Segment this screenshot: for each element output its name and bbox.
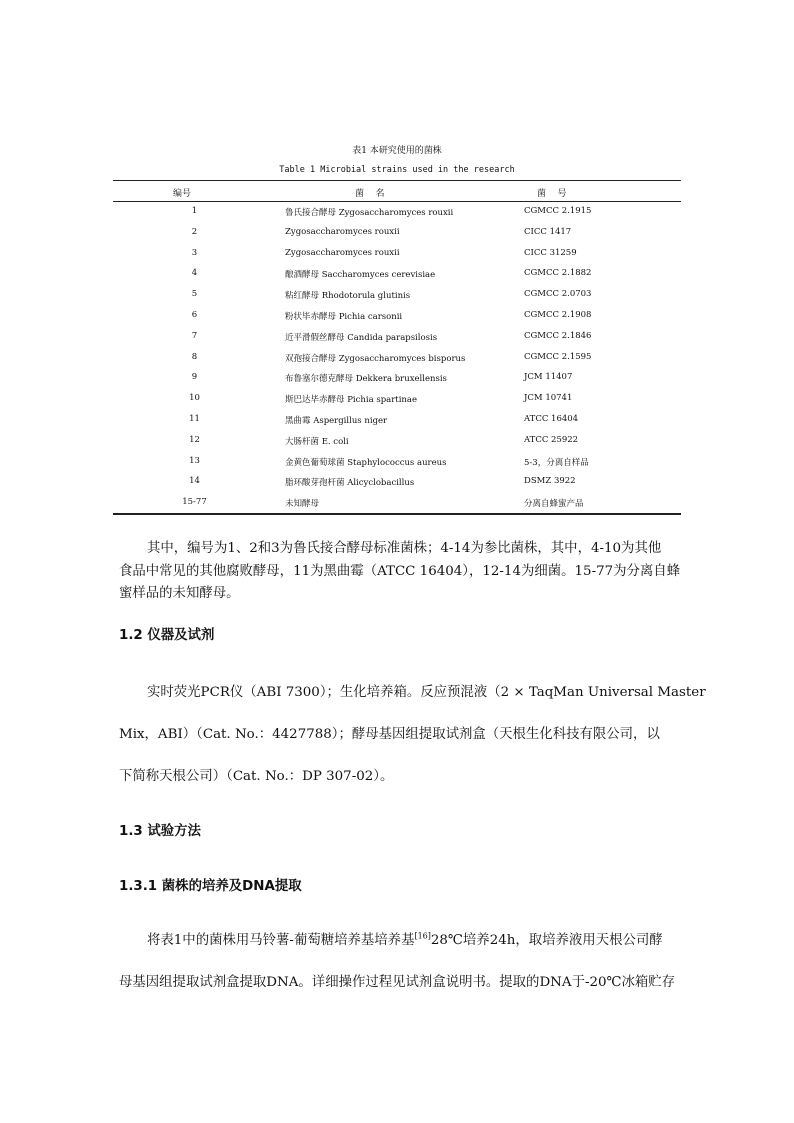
table-row — [113, 435, 681, 455]
table-row — [113, 206, 681, 226]
table-row — [113, 476, 681, 496]
row-number: 4 — [191, 268, 198, 279]
row-number: 1 — [191, 206, 198, 216]
strain-name: 鲁氏接合酵母 Zygosaccharomyces rouxii — [285, 208, 454, 218]
row-number: 2 — [191, 226, 198, 237]
header-strain-name: 菌 名 — [355, 189, 385, 199]
strain-code: CGMCC 2.0703 — [524, 289, 592, 300]
strain-name: 粉状毕赤酵母 Pichia carsonii — [285, 312, 403, 322]
row-number: 6 — [191, 310, 198, 320]
table-row — [113, 289, 681, 309]
header-number: 编号 — [173, 189, 192, 199]
strain-name: 粘红酵母 Rhodotorula glutinis — [285, 291, 411, 302]
paragraph-line: 食品中常见的其他腐败酵母，11为黑曲霉（ATCC 16404），12-14为细菌。15-77为分离自蜂 — [119, 564, 681, 579]
paragraph-line: 下简称天根公司）（Cat. No.：DP 307-02）。 — [119, 769, 394, 784]
table-row — [113, 310, 681, 330]
paragraph-line: 蜜样品的未知酵母。 — [119, 586, 240, 601]
table-row — [113, 331, 681, 351]
row-number: 14 — [189, 476, 200, 487]
strain-name: Zygosaccharomyces rouxii — [285, 247, 400, 258]
strain-code: DSMZ 3922 — [524, 476, 576, 487]
row-number: 9 — [191, 372, 198, 383]
strain-code: CGMCC 2.1846 — [524, 330, 592, 341]
row-number: 11 — [189, 414, 200, 424]
strain-code: CGMCC 2.1595 — [524, 351, 592, 362]
table-top-rule — [113, 180, 681, 181]
row-number: 7 — [191, 330, 198, 341]
strain-name: 未知酵母 — [285, 499, 320, 510]
table-header-rule — [113, 201, 681, 202]
table-row — [113, 227, 681, 247]
strain-name: 金黄色葡萄球菌 Staphylococcus aureus — [285, 457, 447, 468]
strain-code: CGMCC 2.1915 — [524, 206, 592, 216]
row-number: 12 — [189, 434, 200, 445]
paragraph-line: 其中，编号为1、2和3为鲁氏接合酵母标准菌株；4-14为参比菌株，其中，4-10为其他 — [147, 541, 662, 556]
strain-code: ATCC 25922 — [524, 434, 579, 445]
table-row — [113, 372, 681, 392]
strain-name: Zygosaccharomyces rouxii — [285, 226, 400, 237]
paragraph-text: 将表1中的菌株用马铃薯-葡萄糖培养基培养基 — [147, 933, 415, 948]
table-row — [113, 414, 681, 434]
section-heading: 1.2 仪器及试剂 — [119, 628, 215, 643]
table-caption-cn: 表1 本研究使用的菌株 — [352, 146, 442, 156]
strain-name: 脂环酸芽孢杆菌 Alicyclobacillus — [285, 478, 415, 489]
table-row — [113, 393, 681, 413]
strain-name: 黑曲霉 Aspergillus niger — [285, 416, 388, 426]
paragraph-line: 母基因组提取试剂盒提取DNA。详细操作过程见试剂盒说明书。提取的DNA于-20℃冰箱贮存 — [119, 975, 676, 990]
header-strain-code: 菌 号 — [537, 189, 567, 199]
strain-code: JCM 10741 — [524, 393, 573, 404]
strain-name: 双孢接合酵母 Zygosaccharomyces bisporus — [285, 353, 466, 364]
strain-name: 大肠杆菌 E. coli — [285, 436, 349, 447]
strain-code: CICC 31259 — [524, 247, 577, 258]
paragraph-line — [147, 929, 712, 948]
strain-code: CGMCC 2.1882 — [524, 268, 592, 279]
table-bottom-rule — [113, 513, 681, 515]
paragraph-line: 实时荧光PCR仪（ABI 7300）；生化培养箱。反应预混液（2 × TaqMan Universal Master — [147, 685, 706, 700]
strain-code: 5-3，分离自样品 — [524, 457, 589, 468]
strain-code: CGMCC 2.1908 — [524, 310, 592, 320]
citation-ref: [16] — [414, 931, 431, 941]
strain-name: 近平滑假丝酵母 Candida parapsilosis — [285, 332, 438, 343]
row-number: 8 — [191, 351, 198, 362]
strain-code: 分离自蜂蜜产品 — [524, 499, 584, 510]
table-row — [113, 456, 681, 476]
row-number: 13 — [189, 455, 200, 466]
table-caption-en: Table 1 Microbial strains used in the research — [279, 165, 515, 175]
subsection-heading: 1.3.1 菌株的培养及DNA提取 — [119, 879, 302, 894]
paragraph-text: 28℃培养24h，取培养液用天根公司酵 — [430, 933, 663, 948]
strain-code: JCM 11407 — [524, 372, 573, 383]
table-row — [113, 352, 681, 372]
row-number: 10 — [189, 393, 200, 404]
row-number: 3 — [191, 247, 198, 258]
strain-name: 斯巴达毕赤酵母 Pichia spartinae — [285, 395, 418, 406]
table-row — [113, 268, 681, 288]
table-row — [113, 248, 681, 268]
row-number: 15-77 — [182, 497, 207, 508]
paragraph-line: Mix，ABI）（Cat. No.：4427788）；酵母基因组提取试剂盒（天根生化科技有限公司，以 — [119, 727, 660, 742]
strain-name: 布鲁塞尔德克酵母 Dekkera bruxellensis — [285, 374, 447, 385]
strain-code: CICC 1417 — [524, 226, 572, 237]
row-number: 5 — [191, 289, 198, 300]
section-heading: 1.3 试验方法 — [119, 824, 201, 839]
strain-code: ATCC 16404 — [524, 414, 579, 424]
strain-name: 酿酒酵母 Saccharomyces cerevisiae — [285, 270, 436, 281]
